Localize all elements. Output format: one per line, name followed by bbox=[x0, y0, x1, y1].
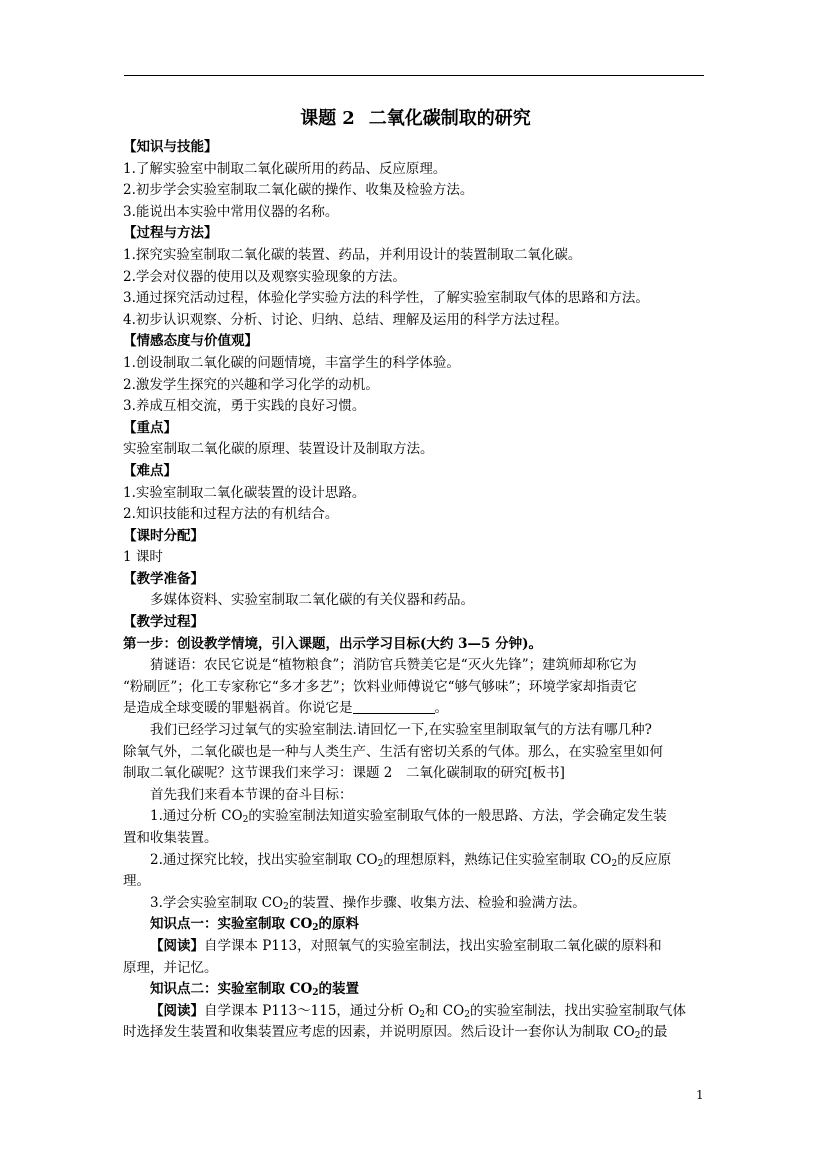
read-tag: 【阅读】 bbox=[150, 1002, 204, 1019]
goal-1-line-1 bbox=[123, 806, 708, 828]
list-item: 1.创设制取二氧化碳的问题情境，丰富学生的科学体验。 bbox=[123, 354, 460, 371]
subscript: 2 bbox=[377, 858, 384, 869]
goal-text: 2.通过探究比较，找出实验室制取 CO bbox=[150, 851, 378, 868]
kp-text: 自学课本 P113～115，通过分析 O bbox=[204, 1002, 420, 1019]
header-rule bbox=[124, 75, 704, 76]
kp2-read-line-2 bbox=[123, 1022, 708, 1044]
step-one-heading: 第一步：创设教学情境，引入课题，出示学习目标(大约 3—5 分钟)。 bbox=[123, 635, 542, 652]
title-text: 二氧化碳制取的研究 bbox=[368, 108, 531, 129]
list-item: 1.探究实验室制取二氧化碳的装置、药品，并利用设计的装置制取二氧化碳。 bbox=[123, 246, 582, 263]
list-item: 2.学会对仪器的使用以及观察实验现象的方法。 bbox=[123, 268, 406, 285]
kp-text: 的最 bbox=[640, 1024, 668, 1041]
goal-text: 的反应原 bbox=[617, 851, 672, 868]
read-tag: 【阅读】 bbox=[150, 937, 204, 954]
goal-2-line-1 bbox=[123, 850, 708, 872]
subscript: 2 bbox=[611, 858, 618, 869]
review-line-3: 制取二氧化碳呢？这节课我们来学习：课题 2 二氧化碳制取的研究[板书] bbox=[123, 765, 565, 782]
class-hours-text: 1 课时 bbox=[123, 549, 163, 566]
list-item: 1.了解实验室中制取二氧化碳所用的药品、反应原理。 bbox=[123, 160, 447, 177]
subscript: 2 bbox=[242, 815, 249, 826]
riddle-end: 。 bbox=[434, 700, 448, 717]
kp2-read-line-1 bbox=[123, 1001, 708, 1023]
kp1-read-line-2: 原理，并记忆。 bbox=[123, 959, 218, 976]
list-item: 3.能说出本实验中常用仪器的名称。 bbox=[123, 203, 339, 220]
riddle-line-2: “粉刷匠”；化工专家称它“多才多艺”；饮料业师傅说它“够气够味”；环境学家却指责它 bbox=[123, 678, 637, 695]
subscript: 2 bbox=[634, 1031, 641, 1042]
preparation-text: 多媒体资料、实验室制取二氧化碳的有关仪器和药品。 bbox=[150, 592, 474, 609]
goal-text: 1.通过分析 CO bbox=[150, 808, 243, 825]
kp-title: 知识点二：实验室制取 CO bbox=[150, 981, 313, 998]
riddle-line-3 bbox=[123, 698, 708, 720]
riddle-text: 是造成全球变暖的罪魁祸首。你说它是 bbox=[123, 700, 353, 717]
heading-teaching-process: 【教学过程】 bbox=[123, 614, 204, 631]
title-prefix: 课题 bbox=[300, 108, 337, 129]
kp1-read-line-1 bbox=[123, 936, 708, 958]
list-item: 3.通过探究活动过程，体验化学实验方法的科学性，了解实验室制取气体的思路和方法。 bbox=[123, 290, 649, 307]
heading-key-point: 【重点】 bbox=[123, 419, 177, 436]
page-number: 1 bbox=[696, 1088, 704, 1102]
subscript: 2 bbox=[419, 1009, 426, 1020]
goals-intro: 首先我们来看本节课的奋斗目标： bbox=[150, 786, 353, 803]
goal-2-line-2: 理。 bbox=[123, 873, 150, 890]
review-line-2: 除氧气外，二氧化碳也是一种与人类生产、生活有密切关系的气体。那么，在实验室里如何 bbox=[123, 743, 663, 760]
subscript: 2 bbox=[283, 901, 289, 912]
knowledge-point-1-title bbox=[123, 914, 708, 936]
kp-title: 知识点一：实验室制取 CO bbox=[150, 916, 313, 933]
heading-difficulty: 【难点】 bbox=[123, 462, 177, 479]
key-point-text: 实验室制取二氧化碳的原理、装置设计及制取方法。 bbox=[123, 441, 434, 458]
kp-text: 和 CO bbox=[425, 1002, 465, 1019]
goal-3-line-1 bbox=[123, 893, 708, 915]
review-line-1: 我们已经学习过氧气的实验室制法.请回忆一下,在实验室里制取氧气的方法有哪几种? bbox=[150, 722, 652, 739]
goal-text: 3.学会实验室制取 CO bbox=[150, 894, 284, 911]
answer-blank bbox=[353, 699, 435, 714]
heading-process: 【过程与方法】 bbox=[123, 225, 218, 242]
heading-attitude: 【情感态度与价值观】 bbox=[123, 333, 258, 350]
riddle-line-1: 猜谜语：农民它说是“植物粮食”；消防官兵赞美它是“灭火先锋”；建筑师却称它为 bbox=[150, 657, 637, 674]
list-item: 3.养成互相交流，勇于实践的良好习惯。 bbox=[123, 398, 366, 415]
kp-title-end: 的原料 bbox=[318, 916, 359, 933]
list-item: 2.初步学会实验室制取二氧化碳的操作、收集及检验方法。 bbox=[123, 182, 474, 199]
knowledge-point-2-title bbox=[123, 979, 708, 1001]
subscript: 2 bbox=[312, 923, 319, 934]
subscript: 2 bbox=[312, 988, 319, 999]
list-item: 2.知识技能和过程方法的有机结合。 bbox=[123, 506, 339, 523]
title-number: 2 bbox=[342, 108, 355, 129]
goal-text: 的装置、操作步骤、收集方法、检验和验满方法。 bbox=[288, 894, 586, 911]
heading-knowledge: 【知识与技能】 bbox=[123, 139, 218, 155]
kp-text: 自学课本 P113，对照氧气的实验室制法，找出实验室制取二氧化碳的原料和 bbox=[204, 937, 662, 954]
heading-preparation: 【教学准备】 bbox=[123, 570, 204, 587]
document-body bbox=[123, 105, 708, 1044]
goal-text: 的实验室制法知道实验室制取气体的一般思路、方法，学会确定发生装 bbox=[248, 808, 667, 825]
list-item: 2.激发学生探究的兴趣和学习化学的动机。 bbox=[123, 376, 379, 393]
list-item: 4.初步认识观察、分析、讨论、归纳、总结、理解及运用的科学方法过程。 bbox=[123, 311, 568, 328]
list-item: 1.实验室制取二氧化碳装置的设计思路。 bbox=[123, 484, 366, 501]
kp-text: 的实验室制法，找出实验室制取气体 bbox=[469, 1002, 686, 1019]
heading-class-hours: 【课时分配】 bbox=[123, 527, 204, 544]
page-title bbox=[123, 105, 708, 133]
goal-text: 的理想原料，熟练记住实验室制取 CO bbox=[383, 851, 612, 868]
goal-1-line-2: 置和收集装置。 bbox=[123, 830, 218, 846]
kp-title-end: 的装置 bbox=[318, 981, 359, 998]
subscript: 2 bbox=[464, 1009, 470, 1020]
kp-text: 时选择发生装置和收集装置应考虑的因素，并说明原因。然后设计一套你认为制取 CO bbox=[123, 1024, 635, 1041]
